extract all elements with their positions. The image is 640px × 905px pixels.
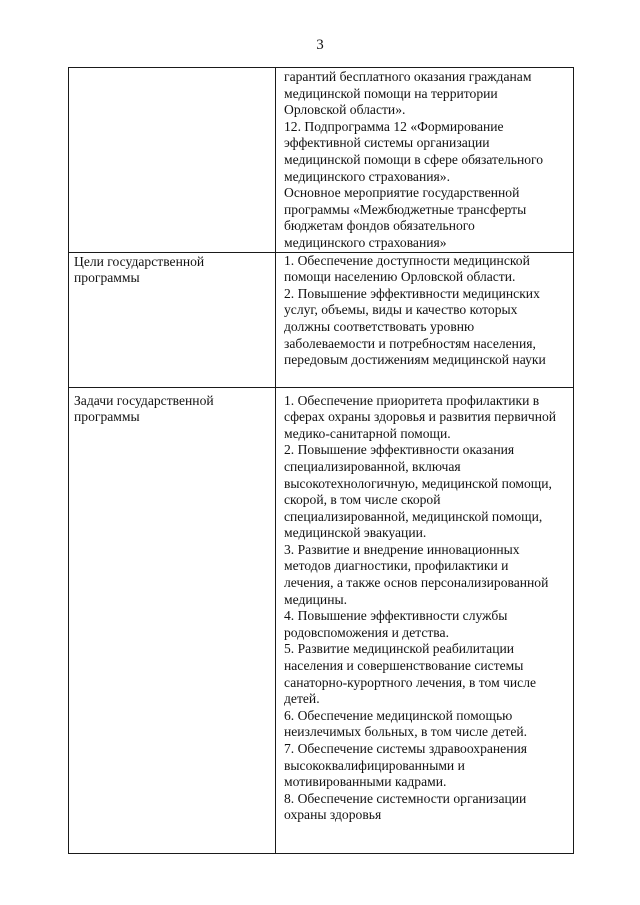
- text-line: 1. Обеспечение доступности медицинской: [284, 252, 530, 268]
- table-row-subprograms: [69, 68, 574, 253]
- text-line: 5. Развитие медицинской реабилитации: [284, 641, 515, 657]
- text-line: 6. Обеспечение медицинской помощью: [284, 707, 513, 723]
- text-line: 2. Повышение эффективности медицинских: [284, 285, 540, 301]
- text-line: Задачи государственной: [74, 392, 214, 408]
- text-line: медицинского страхования».: [284, 168, 450, 184]
- table-cell-label-empty: [69, 68, 276, 253]
- text-line: скорой, в том числе скорой: [284, 492, 441, 508]
- table-cell-tasks-text: [276, 387, 574, 853]
- text-line: 1. Обеспечение приоритета профилактики в: [284, 392, 540, 408]
- text-line: высокотехнологичную, медицинской помощи,: [284, 475, 552, 491]
- text-line: должны соответствовать уровню: [284, 318, 475, 334]
- text-line: специализированной, медицинской помощи,: [284, 508, 543, 524]
- page-number: 3: [316, 37, 324, 53]
- text-line: неизлечимых больных, в том числе детей.: [284, 724, 528, 740]
- text-line: помощи населению Орловской области.: [284, 269, 516, 285]
- text-line: 12. Подпрограмма 12 «Формирование: [284, 118, 504, 134]
- text-line: эффективной системы организации: [284, 135, 490, 151]
- text-line: санаторно-курортного лечения, в том числе: [284, 674, 537, 690]
- text-line: Орловской области».: [284, 102, 406, 118]
- text-line: медицинской помощи в сфере обязательного: [284, 151, 544, 167]
- text-line: мотивированными кадрами.: [284, 774, 447, 790]
- text-line: лечения, а также основ персонализированной: [284, 575, 549, 591]
- table-row-tasks: [69, 387, 574, 853]
- text-line: 7. Обеспечение системы здравоохранения: [284, 741, 528, 756]
- text-line: услуг, объемы, виды и качество которых: [284, 302, 518, 318]
- text-line: 8. Обеспечение системности организации: [284, 790, 527, 806]
- row3-text: [276, 388, 573, 824]
- text-line: медицинской помощи на территории: [284, 85, 498, 101]
- table-row-goals: [69, 252, 574, 387]
- row1-label: [69, 68, 275, 69]
- text-line: медицинского страхования»: [284, 234, 447, 250]
- text-line: методов диагностики, профилактики и: [284, 558, 509, 574]
- table-cell-subprograms: [276, 68, 574, 253]
- text-line: программы: [74, 409, 140, 425]
- text-line: Основное мероприятие государственной: [284, 185, 520, 201]
- text-line: передовым достижениям медицинской науки: [284, 352, 546, 368]
- table-cell-tasks-label: [69, 387, 276, 853]
- text-line: 3. Развитие и внедрение инновационных: [284, 541, 520, 557]
- text-line: детей.: [284, 691, 320, 707]
- text-line: 2. Повышение эффективности оказания: [284, 442, 515, 458]
- text-line: бюджетам фондов обязательного: [284, 218, 475, 234]
- text-line: программы: [74, 270, 140, 286]
- text-line: населения и совершенствование системы: [284, 658, 524, 674]
- text-line: родовспоможения и детства.: [284, 624, 449, 640]
- text-line: гарантий бесплатного оказания гражданам: [284, 69, 532, 84]
- text-line: заболеваемости и потребностям населения,: [284, 335, 536, 351]
- text-line: 4. Повышение эффективности службы: [284, 608, 508, 624]
- text-line: медицины.: [284, 591, 348, 607]
- text-line: Цели государственной: [74, 253, 205, 269]
- row2-label: [69, 253, 275, 287]
- text-line: сферах охраны здоровья и развития первичной: [284, 409, 557, 425]
- row2-text: [276, 253, 573, 369]
- row3-label: [69, 388, 275, 426]
- text-line: высококвалифицированными и: [284, 757, 465, 773]
- program-passport-table: [68, 67, 574, 854]
- text-line: охраны здоровья: [284, 807, 382, 823]
- text-line: медико-санитарной помощи.: [284, 425, 451, 441]
- text-line: специализированной, включая: [284, 458, 461, 474]
- row1-text: [276, 68, 573, 252]
- text-line: медицинской эвакуации.: [284, 525, 427, 541]
- table-cell-goals-text: [276, 252, 574, 387]
- table-cell-goals-label: [69, 252, 276, 387]
- text-line: программы «Межбюджетные трансферты: [284, 201, 527, 217]
